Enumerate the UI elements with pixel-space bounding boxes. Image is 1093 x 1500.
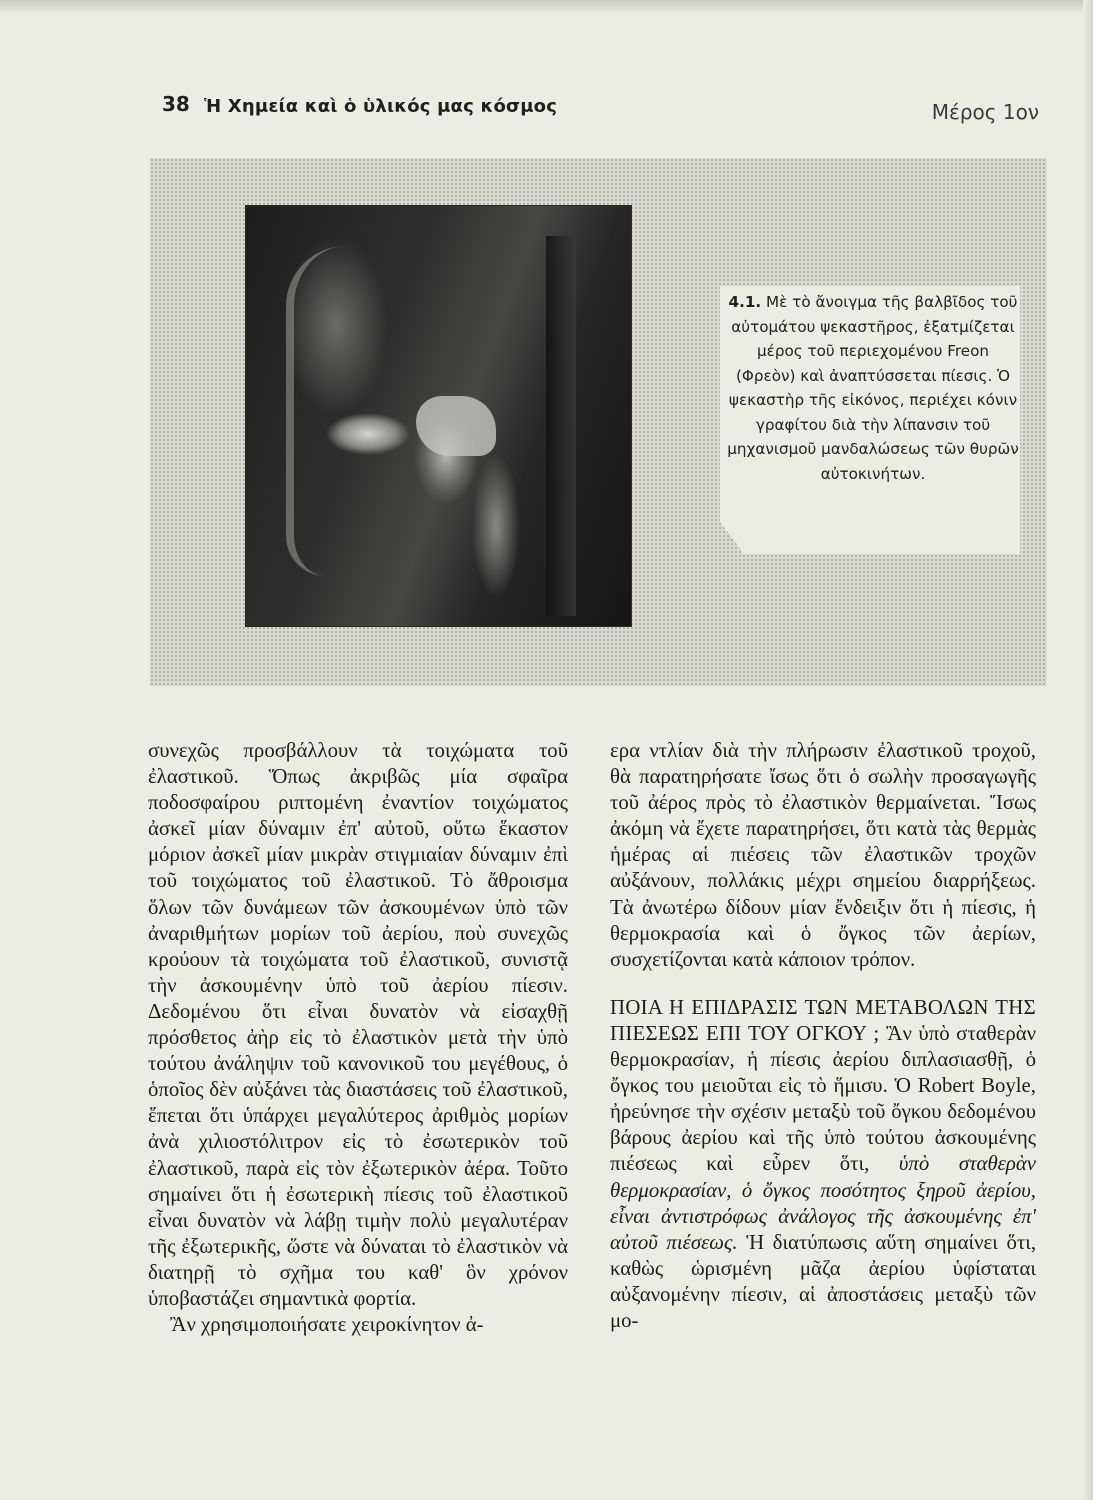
- right-paragraph-1: ερα ντλίαν διὰ τὴν πλήρωσιν ἐλαστικοῦ τροχοῦ, θὰ παρατηρήσατε ἴσως ὅτι ὁ σωλὴν προσαγωγῆς τοῦ ἀέρος πρὸς τὸ ἐλαστικὸν θερμαίνεται. Ἴσως ἀκόμη νὰ ἔχετε παρατηρήσει, ὅτι κατὰ τὰς θερμὰς ἡμέρας αἱ πιέσεις τῶν ἐλαστικῶν τροχῶν αὐξάνουν, πολλάκις μέχρι σημείου διαρρήξεως. Τὰ ἀνωτέρω δίδουν μίαν ἔνδειξιν ὅτι ἡ πίεσις, ἡ θερμοκρασία καὶ ὁ ὄγκος τῶν ἀερίων, συσχετίζονται κατὰ κάποιον τρόπον.: [610, 739, 1036, 971]
- right-column: [610, 738, 1036, 1334]
- figure-photo-spray-can: [245, 205, 632, 627]
- part-label: Μέρος 1ον: [931, 100, 1039, 124]
- page-number: 38: [162, 92, 190, 116]
- photo-hand: [416, 396, 496, 456]
- figure-number: 4.1.: [728, 293, 762, 311]
- boyle-text-b: Ἡ διατύπωσις αὕτη σημαίνει ὅτι, καθὼς ὡρισμένη μᾶζα ἀερίου ὑφίσταται αὐξανομένην πίεσιν, αἱ ἀποστάσεις μεταξὺ τῶν μο-: [610, 1230, 1037, 1332]
- left-column: [148, 738, 568, 1338]
- boyle-text-a: Ἂν ὑπὸ σταθερὰν θερμοκρασίαν, ἡ πίεσις ἀερίου διπλασιασθῇ, ὁ ὄγκος του μειοῦται εἰς τὸ ἥμισυ. Ὁ Robert Boyle, ἠρεύνησε τὴν σχέσιν μεταξὺ τοῦ ὄγκου δεδομένου βάρους ἀερίου καὶ τῆς ὑπὸ τούτου ἀσκουμένης πιέσεως καὶ εὗρεν ὅτι,: [610, 1021, 1036, 1176]
- photo-door-edge: [286, 246, 374, 576]
- scan-edge-right: [1083, 0, 1093, 1500]
- left-paragraph-1: συνεχῶς προσβάλλουν τὰ τοιχώματα τοῦ ἐλαστικοῦ. Ὅπως ἀκριβῶς μία σφαῖρα ποδοσφαίρου ριπτομένη ἐναντίον τοιχώματος ἀσκεῖ μίαν δύναμιν ἐπ' αὐτοῦ, οὕτω ἕκαστον μόριον ἀσκεῖ μίαν μικρὰν στιγμιαίαν δύναμιν ἐπὶ τοῦ τοιχώματος τοῦ ἐλαστικοῦ. Τὸ ἄθροισμα ὅλων τῶν δυνάμεων τῶν ἀσκουμένων ὑπὸ τῶν ἀναριθμήτων μορίων τοῦ ἀερίου, ποὺ συνεχῶς κρούουν τὰ τοιχώματα τοῦ ἐλαστικοῦ, συνιστᾷ τὴν ἀσκουμένην ὑπὸ τοῦ ἀερίου πίεσιν. Δεδομένου ὅτι εἶναι δυνατὸν νὰ εἰσαχθῇ πρόσθετος ἀὴρ εἰς τὸ ἐλαστικὸν μετὰ τὴν ὑπὸ τούτου ἀνάληψιν τοῦ κανονικοῦ του μεγέθους, ὁ ὁποῖος δὲν αὐξάνει τὰς διαστάσεις τοῦ ἐλαστικοῦ, ἕπεται ὅτι ὑπάρχει μεγαλύτερος ἀριθμὸς μορίων ἀνὰ χιλιοστόλιτρον εἰς τὸ ἐσωτερικὸν τοῦ ἐλαστικοῦ, παρὰ εἰς τὸν ἐξωτερικὸν ἀέρα. Τοῦτο σημαίνει ὅτι ἡ ἐσωτερικὴ πίεσις τοῦ ἐλαστικοῦ εἶναι δυνατὸν νὰ λάβῃ τιμὴν πολὺ μεγαλυτέραν τῆς ἐξωτερικῆς, ὥστε νὰ δύναται τὸ ἐλαστικὸν νὰ διατηρῇ τὸ σχῆμα του καθ' ὃν χρόνον ὑποβαστάζει σημαντικὰ φορτία.: [148, 739, 568, 1310]
- section-paragraph: [610, 995, 1036, 1334]
- figure-caption: [726, 290, 1020, 486]
- section-heading: ΠΟΙΑ Η ΕΠΙΔΡΑΣΙΣ ΤΩΝ ΜΕΤΑΒΟΛΩΝ ΤΗΣ ΠΙΕΣΕΩΣ ΕΠΙ ΤΟΥ ΟΓΚΟΥ ;: [610, 995, 1036, 1045]
- page-header: [0, 88, 1093, 128]
- running-title: Ἡ Χημεία καὶ ὁ ὑλικός μας κόσμος: [204, 96, 558, 117]
- left-paragraph-2: Ἂν χρησιμοποιήσατε χειροκίνητον ἀ-: [170, 1313, 484, 1337]
- photo-door-frame: [546, 236, 576, 616]
- scan-edge-top: [0, 0, 1093, 14]
- figure-caption-text: Μὲ τὸ ἄνοιγμα τῆς βαλβῖδος τοῦ αὐτομάτου ψεκαστῆρος, ἐξατμίζεται μέρος τοῦ περιεχομένου Freon (Φρεὸν) καὶ ἀναπτύσσεται πίεσις. Ὁ ψεκαστὴρ τῆς εἰκόνος, περιέχει κόνιν γραφίτου διὰ τὴν λίπανσιν τοῦ μηχανισμοῦ μανδαλώσεως τῶν θυρῶν αὐτοκινήτων.: [727, 293, 1019, 483]
- boyle-law-statement: ὑπὸ σταθερὰν θερμοκρασίαν, ὁ ὄγκος ποσότητος ξηροῦ ἀερίου, εἶναι ἀντιστρόφως ἀνάλογος τῆς ἀσκουμένης ἐπ' αὐτοῦ πιέσεως.: [610, 1152, 1036, 1254]
